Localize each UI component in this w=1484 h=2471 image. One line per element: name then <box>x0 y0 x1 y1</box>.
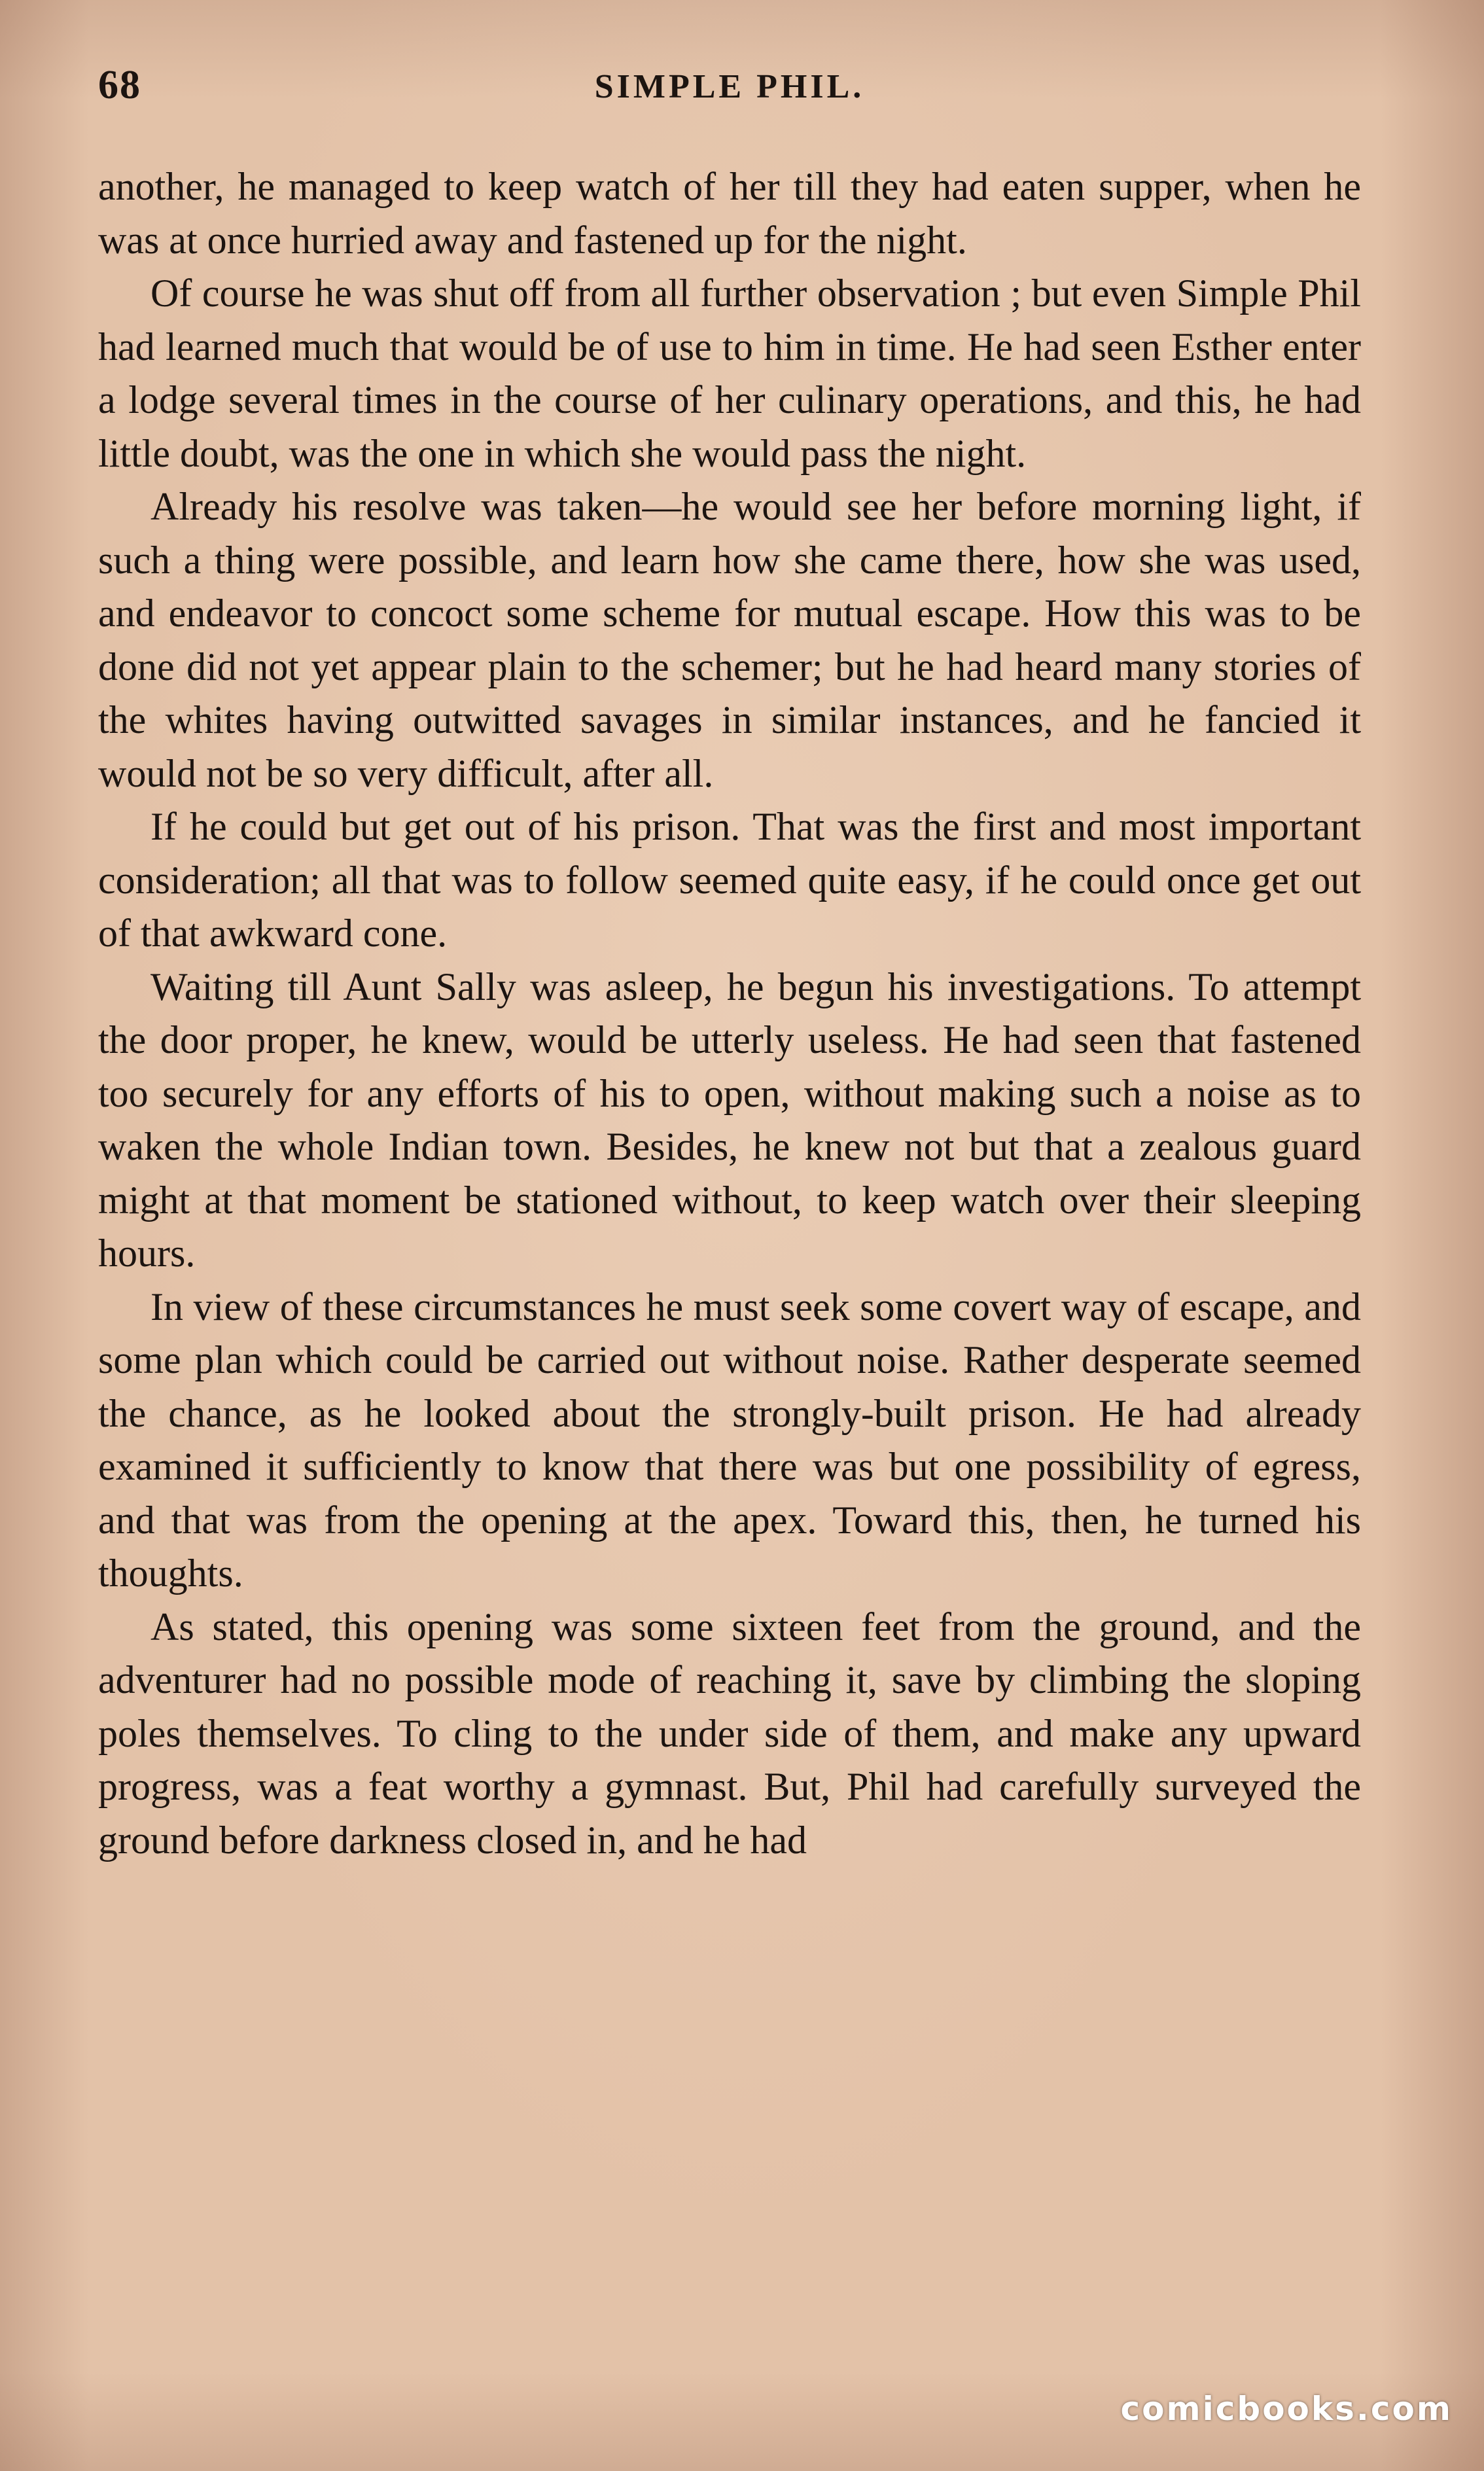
paragraph-5: Waiting till Aunt Sally was asleep, he begun his investigations. To attempt the door proper, he knew, would be utterly useless. He had seen that fastened too securely for any efforts of his to open, without making such a noise as to waken the whole Indian town. Besides, he knew not but that a zealous guard might at that moment be stationed without, to keep watch over their sleeping hours. <box>98 965 1361 1275</box>
running-title: SIMPLE PHIL. <box>594 68 865 105</box>
paragraph-4: If he could but get out of his prison. That was the first and most important consideration; all that was to follow seemed quite easy, if he could once get out of that awkward cone. <box>98 805 1361 955</box>
paragraph-2: Of course he was shut off from all further observation ; but even Simple Phil had learned much that would be of use to him in time. He had seen Esther enter a lodge several times in the course of her culinary operations, and this, he had little doubt, was the one in which she would pass the night. <box>98 272 1361 475</box>
body-text <box>98 160 1361 1867</box>
paragraph-1: another, he managed to keep watch of her till they had eaten supper, when he was at once hurried away and fastened up for the night. <box>98 165 1361 262</box>
running-head <box>98 62 1361 115</box>
page-number: 68 <box>98 63 141 107</box>
paragraph-7: As stated, this opening was some sixteen feet from the ground, and the adventurer had no possible mode of reaching it, save by climbing the sloping poles themselves. To cling to the under side of them, and make any upward progress, was a feat worthy a gymnast. But, Phil had carefully surveyed the ground before darkness closed in, and he had <box>98 1605 1361 1862</box>
paragraph-6: In view of these circumstances he must seek some covert way of escape, and some plan which could be carried out without noise. Rather desperate seemed the chance, as he looked about the strongly-built prison. He had already examined it sufficiently to know that there was but one possibility of egress, and that was from the opening at the apex. Toward this, then, he turned his thoughts. <box>98 1285 1361 1595</box>
watermark: comicbooks.com <box>1120 2390 1453 2428</box>
paragraph-3: Already his resolve was taken—he would see her before morning light, if such a thing were possible, and learn how she came there, how she was used, and endeavor to concoct some scheme for mutual escape. How this was to be done did not yet appear plain to the schemer; but he had heard many stories of the whites having outwitted savages in similar instances, and he fancied it would not be so very difficult, after all. <box>98 485 1361 795</box>
